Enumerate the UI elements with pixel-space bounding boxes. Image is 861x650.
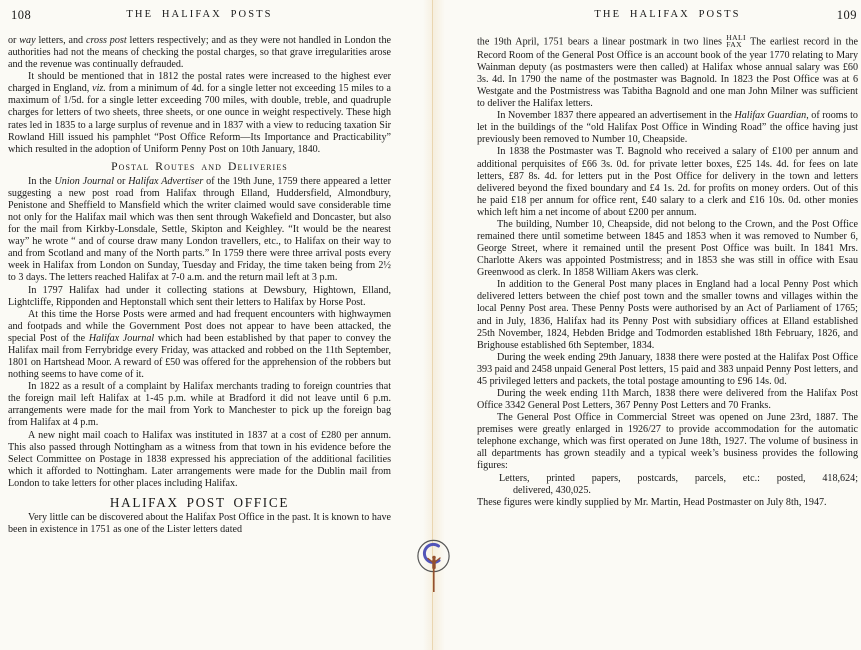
paragraph: These figures were kindly supplied by Mr. Martin, Head Postmaster on July 8th, 1947. [477,496,827,508]
section-heading: HALIFAX POST OFFICE [109,494,290,510]
crescent-figure-ornament-icon [415,536,453,596]
page-body [8,35,391,536]
paragraph: In the Union Journal or Halifax Advertiser of the 19th June, 1759 there appeared a letter suggesting a new post road from Halifax through Elland, Huddersfield, Almondbury, Penistone and Sheffield to Mansfield which the writer claimed would save considerable time not only for the Halifax mail which was then sent through Wakefield and Doncaster, but also for the mail from Kirkby-Lonsdale, Settle, Skipton and Keighley. “It would be the nearest way” he wrote “ and of course draw many London travellers, etc., to Halifax on their way to and from Scotland and many of the North parts.” In 1759 there were three arrival posts every week in Halifax from London on Sunday, Tuesday and Friday, the time taken being from 2½ to 3 days. The letters reached Halifax at 7-0 a.m. and the return mail left at 3 p.m. [8,175,391,284]
paragraph: The General Post Office in Commercial Street was opened on June 23rd, 1887. The premises were greatly enlarged in 1926/27 to provide accommodation for the automatic telephone exchange, which was first operated on June 18th, 1927. The volume of business in all departments has grown steadily and a typical week’s business provides the following figures: [477,412,858,472]
page-109 [477,0,858,509]
figures-list [477,473,858,497]
figure-stem [433,569,435,592]
figure-head [432,556,436,560]
figures-line: Letters, printed papers, postcards, parcels, etc.: posted, 418,624; [499,472,858,484]
section-heading: Postal Routes and Deliveries [111,159,288,173]
page-number: 108 [11,8,32,22]
paragraph: A new night mail coach to Halifax was instituted in 1837 at a cost of £280 per annum. This also passed through Nottingham as a witness from that town in his evidence before the Select Committee on Postage in 1838 expressed his appreciation of the additional facilities which it afforded to Nottingham. Later arrangements were made for the Dublin mail from London to take letters for other places including Halifax. [8,429,391,489]
page-108 [8,0,391,536]
running-title: THE HALIFAX POSTS [126,9,273,20]
paragraph: or way letters, and cross post letters respectively; and as they were not handled in London the authorities had not the means of checking the postal charges, so that grave irregularities arose and the revenue was continually defrauded. [8,35,391,71]
page-body [477,35,858,509]
paragraph: During the week ending 29th January, 1838 there were posted at the Halifax Post Office 393 paid and 2458 unpaid General Post letters, 15 paid and 383 unpaid Penny Post letters, and 45 privileged letters and packets, the total postage amounting to £96 14s. 0d. [477,351,858,387]
page-header [477,8,858,23]
paragraph: It should be mentioned that in 1812 the postal rates were increased to the highest ever charged in England, viz. from a minimum of 4d. for a single letter not exceeding 15 miles to a maximum of 1/5d. for a single letter exceeding 700 miles, with double, treble, and quadruple charges for letters of two sheets, three sheets, or one ounce in weight respectively. These high rates led in 1835 to a large surplus of revenue and in 1837 with a view to reducing taxation Sir Rowland Hill issued his pamphlet “Post Office Reform—Its Importance and Practicability” which resulted in the adoption of Uniform Penny Post on 10th January, 1840. [8,71,391,155]
paragraph: Very little can be discovered about the Halifax Post Office in the past. It is known to have been in existence in 1751 as one of the Lister letters dated [8,511,391,536]
figures-line: delivered, 430,025. [513,484,591,496]
paragraph: The building, Number 10, Cheapside, did not belong to the Crown, and the Post Office remained there until sometime between 1845 and 1853 when it was removed to Number 6, George Street, where it remained until the present Post Office was built. In 1841 Mrs. Charlotte Akers was appointed Postmistress; and in 1853 she was still in office with Esau Greenwood as clerk. In 1858 William Akers was clerk. [477,218,858,279]
page-header [8,8,391,23]
paragraph: the 19th April, 1751 bears a linear postmark in two lines HALI FAX The earliest record in the Record Room of the General Post Office is an account book of the year 1770 relating to Mary Wainman deputy (as postmasters were then called) at Halifax whose annual salary was £60 3s. 4d. In 1790 the name of the postmaster was Bagnold. In 1823 the Post Office was at 6 Westgate and the Postmistress was Tabitha Bagnold and one man John Milner was sufficient to deliver the Halifax letters. [477,33,858,110]
figure-body [432,559,435,569]
paragraph: In addition to the General Post many places in England had a local Penny Post which delivered letters between the chief post town and the smaller towns and villages within the local Penny Post area. These Penny Posts were authorised by an Act of Parliament of 1765; and in July, 1836, Halifax had its Penny Post with subsidiary offices at Elland established 25th November, 1824, Hebden Bridge and Todmorden established 18th February, 1826, and Brighouse established 6th September, 1834. [477,279,858,351]
paragraph: In 1822 as a result of a complaint by Halifax merchants trading to foreign countries that the foreign mail left Halifax at 1-45 p.m. while at Bradford it did not leave until 6 p.m. arrangements were made for the mail from York to Manchester to pick up the foreign bag from Halifax at 4 p.m. [8,381,391,429]
page-number: 109 [836,8,857,22]
paragraph: In November 1837 there appeared an advertisement in the Halifax Guardian, of rooms to let in the buildings of the “old Halifax Post Office in Winding Road” the office having just previously been removed to Number 10, Cheapside. [477,110,858,146]
paragraph: During the week ending 11th March, 1838 there were delivered from the Halifax Post Office 3342 General Post Letters, 367 Penny Post Letters and 70 Franks. [477,388,858,412]
paragraph: At this time the Horse Posts were armed and had frequent encounters with highwaymen and footpads and while the Government Post does not appear to have been attacked, the special Post of the Halifax Journal which had been established by that paper to convey the Halifax mail from Ferrybridge every Friday, was attacked and robbed on the 11th September, 1801 on Hartshead Moor. A reward of £50 was offered for the apprehension of the robbers but nothing seems to have come of it. [8,308,392,381]
paragraph: In 1838 the Postmaster was T. Bagnold who received a salary of £100 per annum and additional perquisites of £66 3s. 0d. for private letter boxes, £25 14s. 4d. for fees on late letters, £87 8s. 4d. for letters put in the Post Office for delivery in the town and letters delivered beyond the fixed boundary and £4 1s. 2d. for profits on money orders. Out of this he paid £18 per annum for office rent, £40 salary to a clerk and £16 10s. 0d. other monies which left him a net income of about £200 per annum. [477,146,858,218]
paragraph: In 1797 Halifax had under it collecting stations at Dewsbury, Hightown, Elland, Lightcliffe, Ripponden and Heptonstall which sent their letters to Halifax by Horse Post. [8,284,391,308]
running-title: THE HALIFAX POSTS [594,9,741,20]
two-line-postmark: HALI FAX [726,33,746,50]
